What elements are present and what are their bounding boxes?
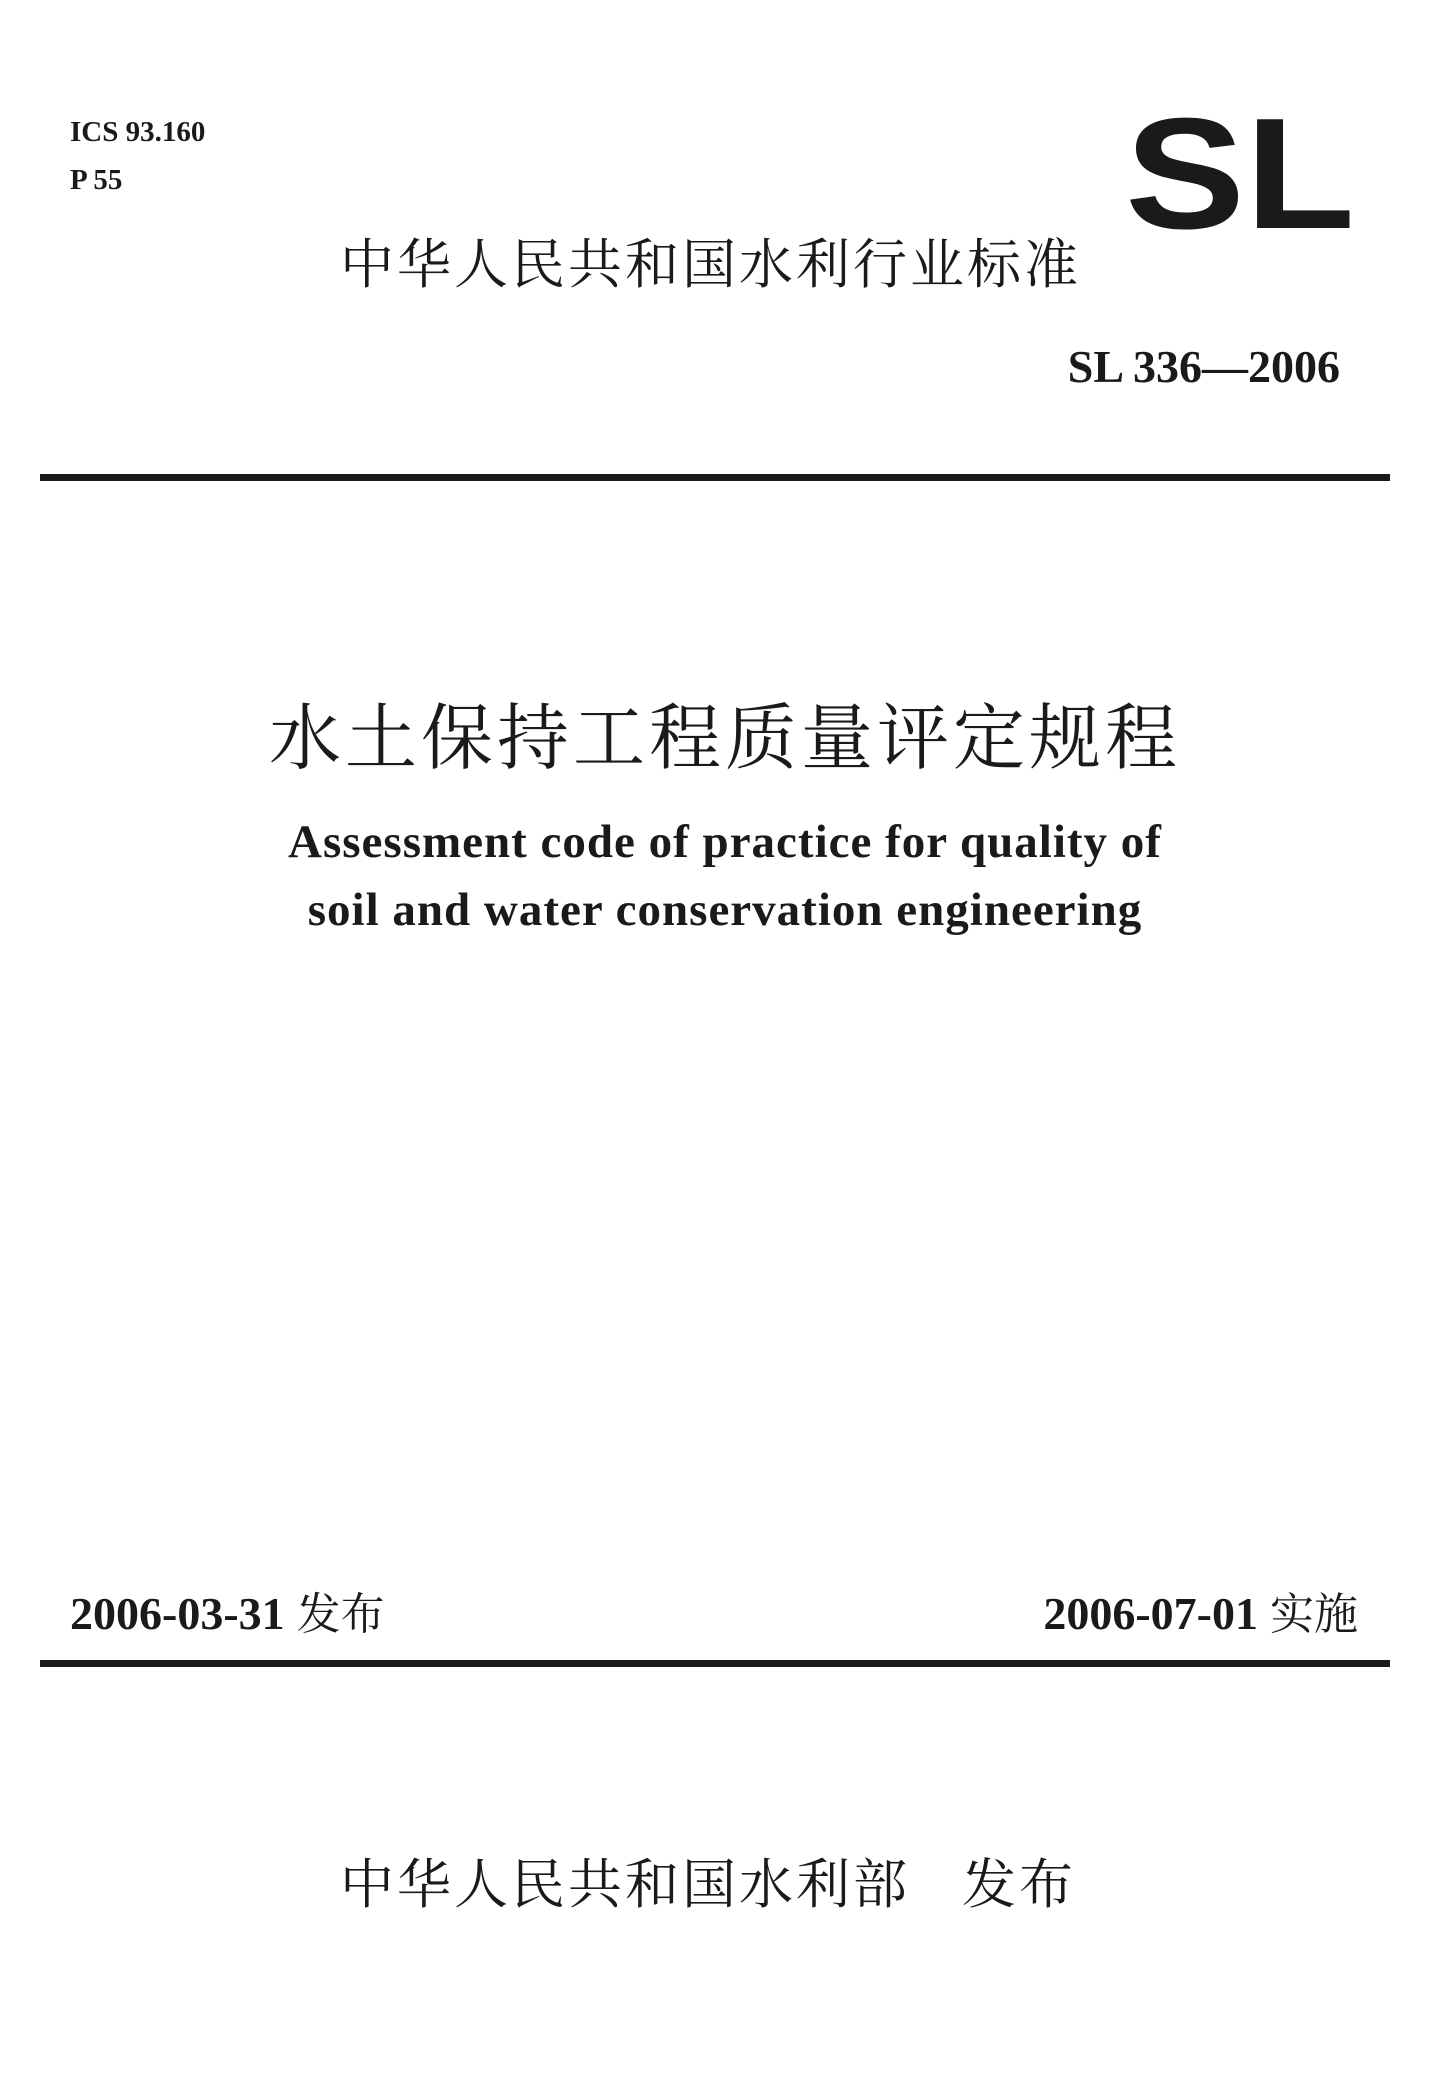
issue-label: 发布 [296, 1589, 385, 1640]
title-chinese: 水土保持工程质量评定规程 [268, 696, 1181, 780]
implementation-label: 实施 [1270, 1589, 1358, 1640]
industry-standard-title: 中华人民共和国水利行业标准 [340, 233, 1081, 296]
top-divider [40, 474, 1390, 481]
publisher-action: 发布 [962, 1853, 1076, 1916]
title-english-line-2: soil and water conservation engineering [307, 884, 1143, 936]
title-english [0, 808, 1450, 944]
issue-date: 2006-03-31 [70, 1588, 285, 1639]
publisher-name: 中华人民共和国水利部 [340, 1853, 910, 1916]
issue-date-block [70, 1578, 385, 1642]
standard-number: SL 336—2006 [1067, 341, 1340, 392]
classification-codes [70, 108, 205, 204]
ccs-code: P 55 [70, 164, 123, 196]
title-english-line-1: Assessment code of practice for quality of [288, 816, 1162, 868]
bottom-divider [40, 1660, 1390, 1667]
implementation-date: 2006-07-01 [1043, 1588, 1258, 1639]
sl-logo [1125, 112, 1357, 236]
sl-logo-text: SL [1125, 112, 1355, 236]
implementation-date-block [1043, 1578, 1358, 1642]
publisher-line [340, 1842, 1076, 1919]
ics-code: ICS 93.160 [70, 116, 206, 148]
